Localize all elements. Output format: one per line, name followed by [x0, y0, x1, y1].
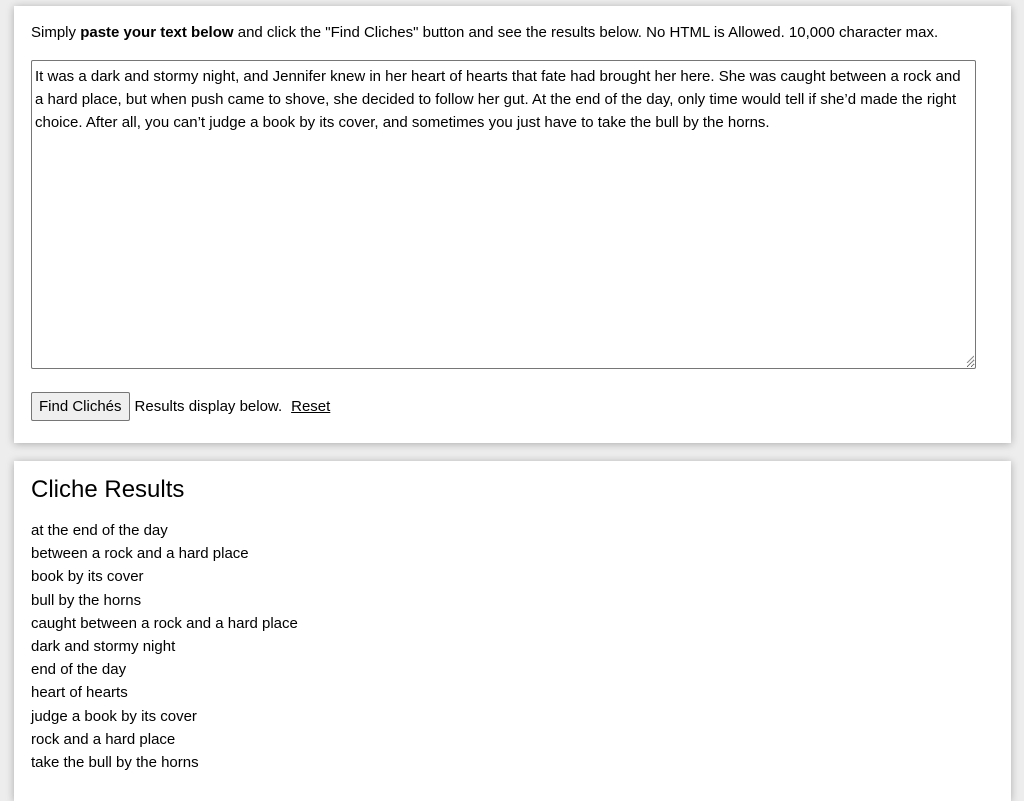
result-item: heart of hearts — [31, 684, 128, 702]
controls-row — [31, 392, 330, 421]
result-item: dark and stormy night — [31, 637, 176, 655]
instructions-bold: paste your text below — [80, 24, 234, 41]
instructions-prefix: Simply — [31, 24, 81, 41]
result-item: book by its cover — [31, 568, 144, 586]
results-panel — [14, 461, 1011, 801]
result-item: rock and a hard place — [31, 730, 176, 748]
find-cliches-button[interactable]: Find Clichés — [31, 392, 130, 421]
instructions-suffix: and click the "Find Cliches" button and see the results below. No HTML is Allowed. 10,000 character max. — [233, 24, 939, 41]
result-item: at the end of the day — [31, 522, 168, 539]
result-item: caught between a rock and a hard place — [31, 614, 298, 632]
result-item: bull by the horns — [31, 591, 142, 609]
results-note: Results display below. — [134, 398, 283, 415]
input-panel — [14, 6, 1011, 443]
instructions-text — [31, 23, 938, 43]
results-title: Cliche Results — [31, 476, 185, 503]
result-item: judge a book by its cover — [31, 707, 197, 725]
reset-link[interactable]: Reset — [291, 398, 331, 415]
result-item: end of the day — [31, 661, 127, 679]
result-item: between a rock and a hard place — [31, 545, 249, 563]
result-item: take the bull by the horns — [31, 753, 199, 771]
text-input[interactable] — [31, 60, 976, 369]
results-list — [31, 519, 298, 774]
